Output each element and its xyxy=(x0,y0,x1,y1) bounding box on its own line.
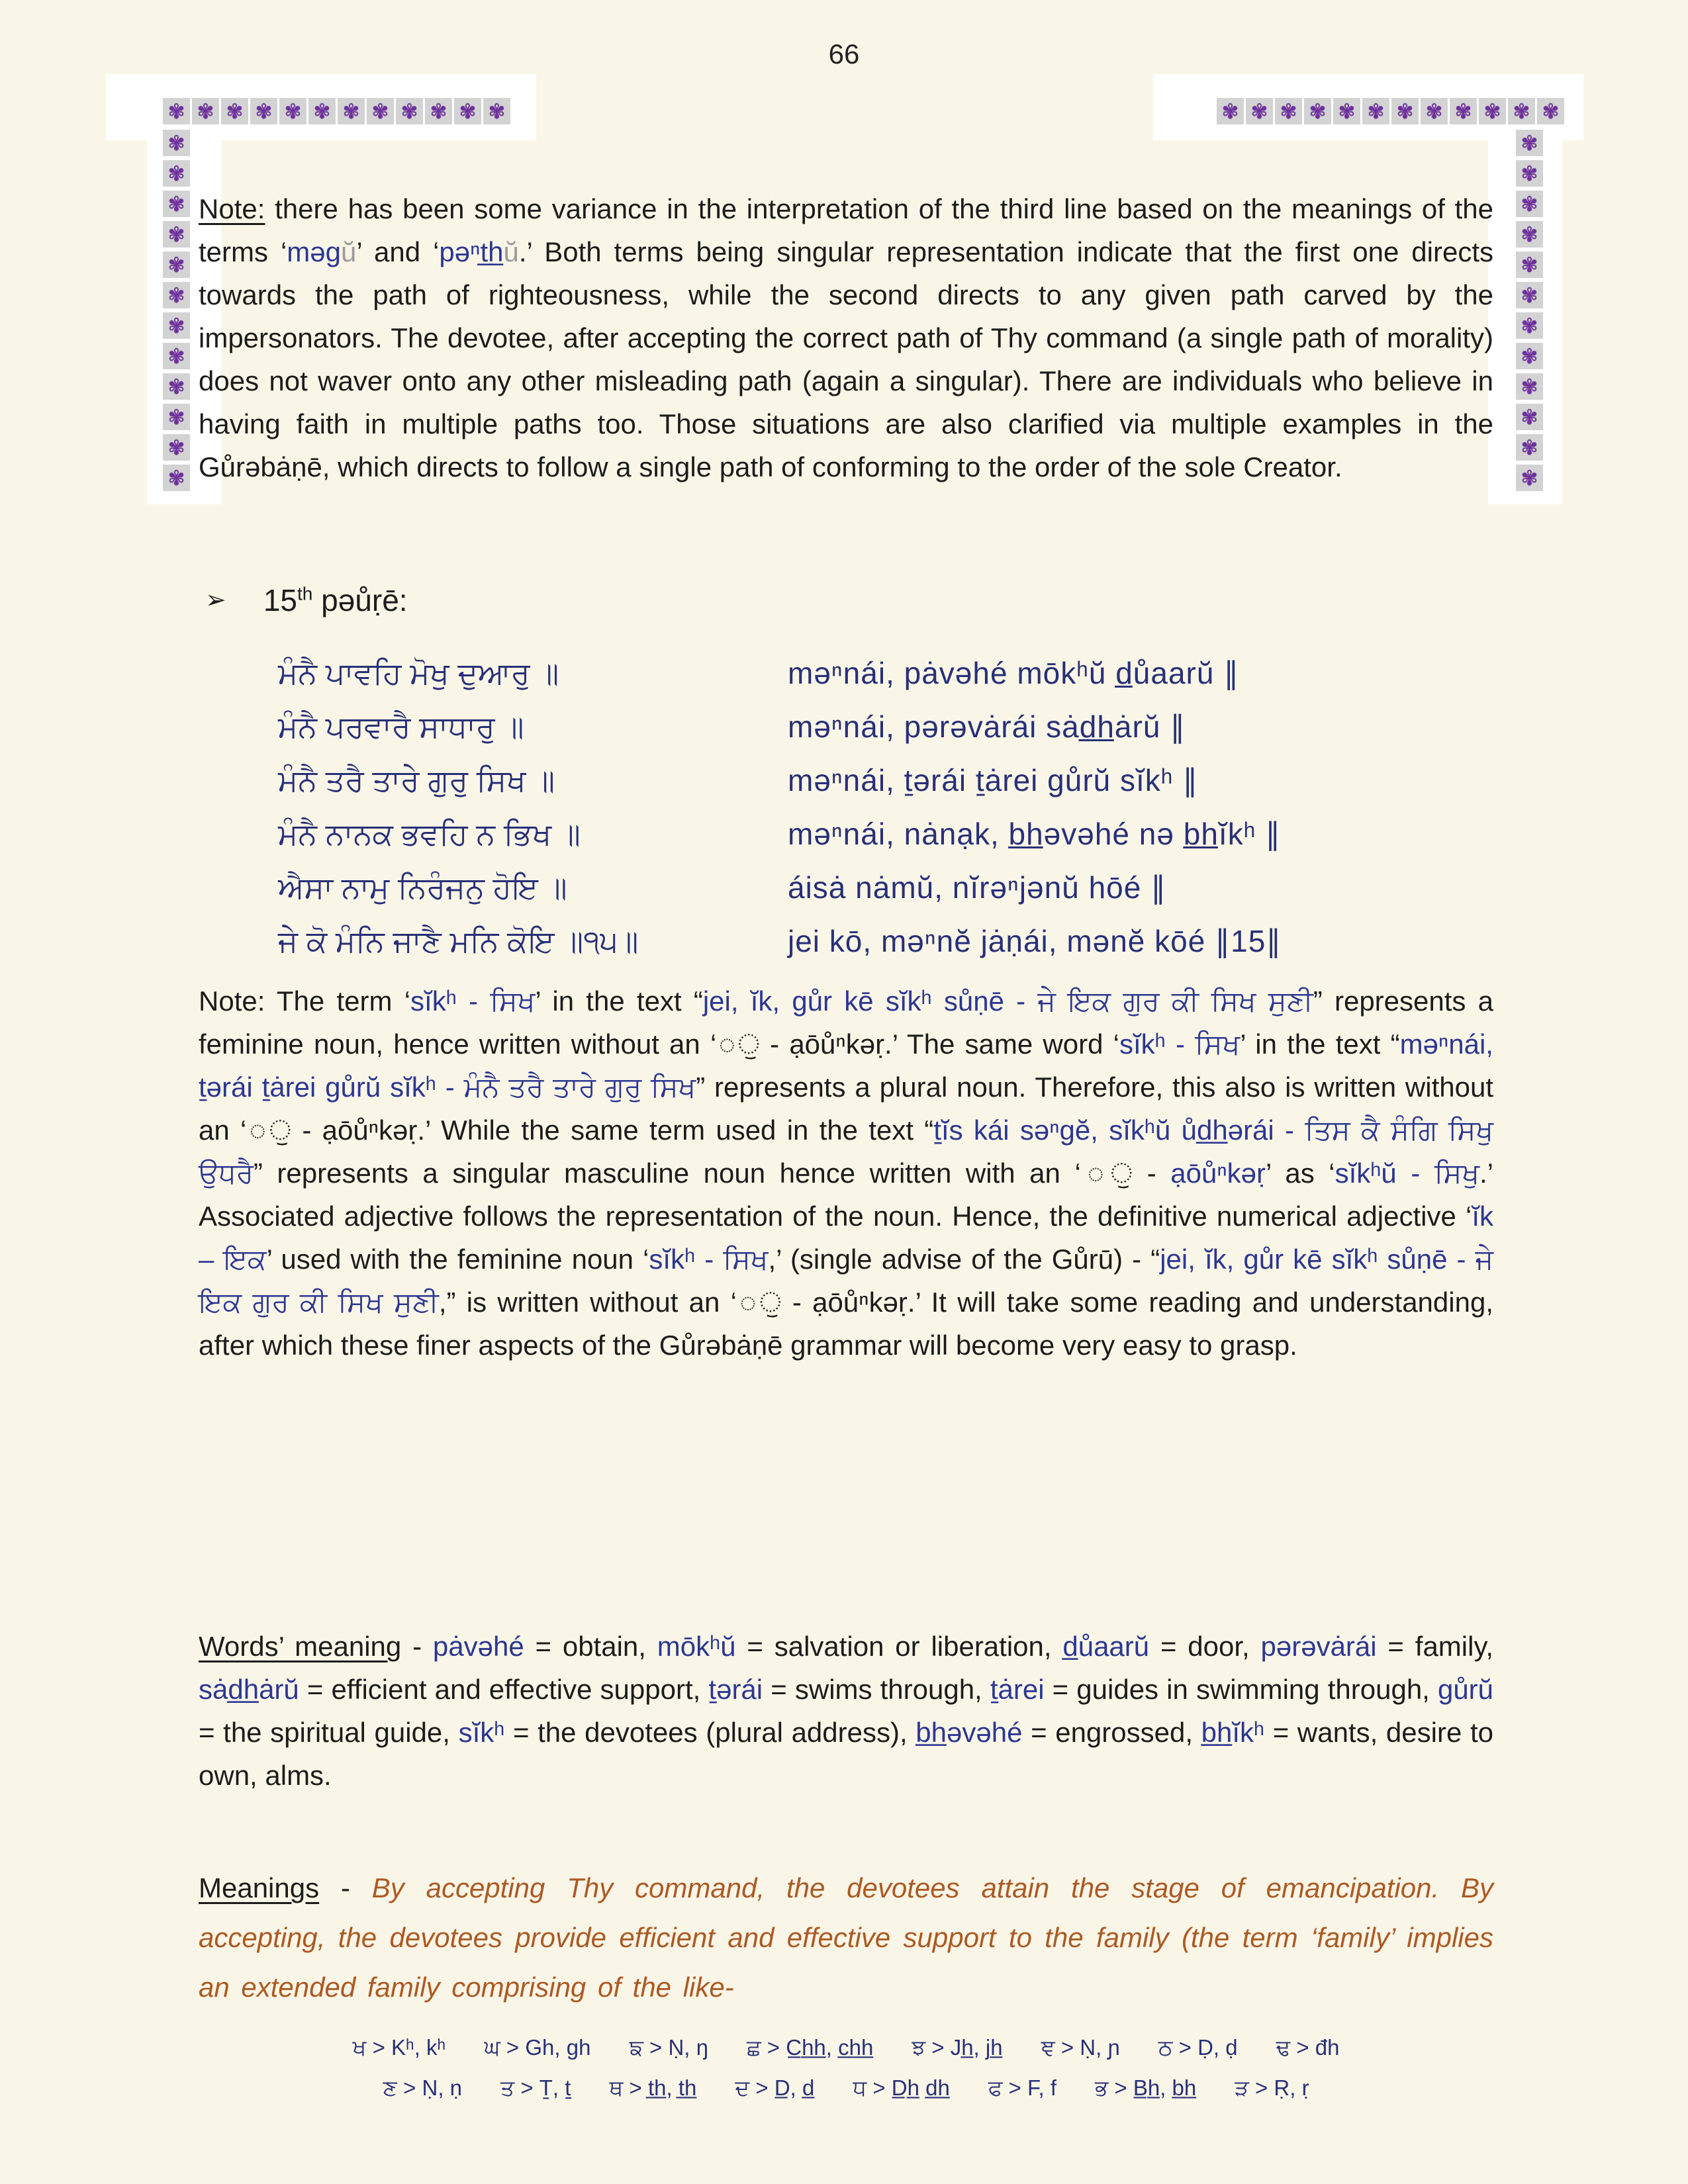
transliteration-line: məⁿnái, pȧvəhé mōkʰŭ d̲ůaarŭ ∥ xyxy=(788,656,1240,690)
flower-icon: ✾ xyxy=(1450,98,1477,124)
text-segment: sĭkʰ - ਸਿਖ xyxy=(649,1244,769,1275)
key-item: ਝ > Jh̲, jh̲ xyxy=(912,2035,1003,2060)
flower-icon: ✾ xyxy=(163,130,190,156)
text-segment: sĭkʰ - ਸਿਖ xyxy=(410,985,536,1017)
key-item: ਥ > t̲h̲, t̲h̲ xyxy=(609,2075,697,2100)
flower-icon: ✾ xyxy=(1516,465,1543,491)
text-segment: pəⁿt̲h̲ xyxy=(439,236,504,267)
flower-icon: ✾ xyxy=(454,98,481,124)
text-segment: ŭ xyxy=(340,236,357,267)
text-segment: .’ Both terms being singular representation indicate that the first one directs towards the path of righteousness, while the second directs to any given path carved by the impersonators. The devotee, after accepting the correct path of Thy command (a single path of morality) does not waver onto any other misleading path (again a singular). There are individuals who believe in having faith in multiple paths too. Those situations are also clarified via multiple examples in the Gůrəbȧṇē, which directs to follow a single path of conforming to the order of the sole Creator. xyxy=(199,236,1493,482)
text-segment: = the devotees (plural address), xyxy=(504,1717,916,1748)
gurmukhi-line: ਮੰਨੈ ਪਰਵਾਰੈ ਸਾਧਾਰੁ ॥ xyxy=(278,709,524,744)
flower-icon: ✾ xyxy=(1508,98,1535,124)
text-segment: ’ and ‘ xyxy=(356,236,440,267)
flower-icon: ✾ xyxy=(1304,98,1331,124)
flower-icon: ✾ xyxy=(1516,343,1543,369)
flower-border-top-left xyxy=(163,98,510,124)
text-segment: pərəvȧrái xyxy=(1260,1631,1377,1662)
flower-icon: ✾ xyxy=(163,160,190,187)
text-segment: ạōůⁿkəṛ xyxy=(1170,1158,1266,1189)
flower-icon: ✾ xyxy=(163,312,190,339)
flower-icon: ✾ xyxy=(1537,98,1564,124)
text-segment: = engrossed, xyxy=(1022,1717,1201,1748)
flower-icon: ✾ xyxy=(1516,373,1543,400)
flower-icon: ✾ xyxy=(367,98,394,124)
flower-icon: ✾ xyxy=(1217,98,1244,124)
text-segment: ” represents a plural noun. Therefore, this also is written without an ‘◌ੁ - ạōůⁿkəṛ.’ While the same term used in the text “ xyxy=(199,1071,1493,1146)
key-item: ਫ > F, f xyxy=(988,2075,1056,2100)
key-item: ੜ > Ṛ, ṛ xyxy=(1235,2075,1309,2100)
flower-icon: ✾ xyxy=(1516,160,1543,187)
text-segment: ” represents a feminine noun, hence written without an ‘◌ੁ - ạōůⁿkəṛ.’ The same word ‘ xyxy=(199,985,1493,1060)
text-segment: sĭkʰŭ - ਸਿਖੁ xyxy=(1335,1158,1479,1189)
text-segment: ’ in the text “ xyxy=(535,985,703,1017)
gurmukhi-line: ਜੇ ਕੋ ਮੰਨਿ ਜਾਣੈ ਮਨਿ ਕੋਇ ॥੧੫॥ xyxy=(278,924,639,958)
flower-icon: ✾ xyxy=(250,98,277,124)
flower-icon: ✾ xyxy=(1516,404,1543,430)
text-segment: Note: xyxy=(199,193,265,224)
text-segment: məⁿnái, ṯərái ṯȧrei gůrŭ sĭkʰ - ਮੰਨੈ ਤਰੈ ਤਾਰੇ ਗੁਰੁ ਸਿਖ xyxy=(199,1028,1493,1103)
note-paragraph-sikh-grammar xyxy=(199,979,1493,1367)
flower-border-right-column xyxy=(1516,130,1543,491)
flower-icon: ✾ xyxy=(279,98,306,124)
text-segment: = family, xyxy=(1376,1631,1493,1662)
flower-icon: ✾ xyxy=(163,221,190,248)
text-segment: b̲h̲əvəhé xyxy=(915,1717,1023,1748)
text-segment: = obtain, xyxy=(524,1631,657,1662)
transliteration-line: məⁿnái, pərəvȧrái sȧd̲h̲ȧrŭ ∥ xyxy=(788,709,1186,744)
text-segment: ,” is written without an ‘◌ੁ - ạōůⁿkəṛ.’ It will take some reading and understanding, after which these finer aspects of the Gůrəbȧṇē grammar will become very easy to grasp. xyxy=(199,1287,1493,1361)
flower-icon: ✾ xyxy=(163,465,190,491)
flower-border-left-column xyxy=(163,130,190,491)
flower-icon: ✾ xyxy=(163,191,190,217)
text-segment: ,’ (single advise of the Gůrū) - “ xyxy=(768,1244,1160,1275)
key-item: ਛ > C̲h̲h̲, c̲h̲h̲ xyxy=(746,2035,874,2060)
key-item: ਤ > Ṯ, ṯ xyxy=(500,2075,571,2100)
text-segment: ṯȧrei xyxy=(990,1674,1045,1705)
text-segment: .’ Associated adjective follows the representation of the noun. Hence, the definitive numerical adjective ‘ xyxy=(199,1158,1493,1232)
transliteration-line: məⁿnái, ṯərái ṯȧrei gůrŭ sĭkʰ ∥ xyxy=(788,763,1199,797)
text-segment: ” represents a singular masculine noun hence written with an ‘◌ੁ - xyxy=(253,1158,1171,1189)
flower-icon: ✾ xyxy=(1479,98,1506,124)
text-segment: Meanings xyxy=(199,1872,320,1903)
text-segment: ’ used with the feminine noun ‘ xyxy=(266,1244,649,1275)
text-segment: ĭk – ਇਕ xyxy=(199,1201,1493,1275)
transliteration-key-row-1 xyxy=(199,2035,1493,2061)
flower-icon: ✾ xyxy=(163,343,190,369)
verse-block xyxy=(199,655,1493,977)
text-segment: = swims through, xyxy=(763,1674,990,1705)
flower-icon: ✾ xyxy=(1246,98,1273,124)
text-segment: sȧd̲h̲ȧrŭ xyxy=(199,1674,299,1705)
flower-icon: ✾ xyxy=(163,282,190,308)
text-segment: ’ in the text “ xyxy=(1240,1028,1400,1060)
key-item: ਢ > đh xyxy=(1276,2035,1340,2060)
verse-row xyxy=(199,762,1493,816)
gurmukhi-line: ਮੰਨੈ ਨਾਨਕ ਭਵਹਿ ਨ ਭਿਖ ॥ xyxy=(278,817,581,851)
text-segment: b̲h̲ĭkʰ xyxy=(1201,1717,1265,1748)
words-meaning-paragraph xyxy=(199,1625,1493,1797)
text-segment: ŭ xyxy=(503,236,519,267)
flower-icon: ✾ xyxy=(1516,251,1543,278)
flower-icon: ✾ xyxy=(1516,282,1543,308)
flower-border-top-right xyxy=(1217,98,1564,124)
flower-icon: ✾ xyxy=(425,98,452,124)
flower-icon: ✾ xyxy=(1516,434,1543,461)
transliteration-line: jei kō, məⁿnĕ jȧṇái, mənĕ kōé ∥15∥ xyxy=(788,924,1282,958)
key-item: ਖ > Kʰ, kʰ xyxy=(352,2035,446,2060)
note-paragraph-interpretation xyxy=(199,187,1493,488)
flower-icon: ✾ xyxy=(1516,312,1543,339)
flower-icon: ✾ xyxy=(163,98,190,124)
arrow-bullet-icon: ➢ xyxy=(205,586,226,614)
text-segment: - xyxy=(319,1872,372,1903)
key-item: ਞ > Ṇ, ɲ xyxy=(1041,2035,1120,2060)
text-segment: ’ as ‘ xyxy=(1266,1158,1335,1189)
flower-icon: ✾ xyxy=(163,251,190,278)
verse-row xyxy=(199,870,1493,923)
flower-icon: ✾ xyxy=(1516,221,1543,248)
flower-icon: ✾ xyxy=(1516,130,1543,156)
text-segment: jei, ĭk, gůr kē sĭkʰ sůṇē - ਜੇ ਇਕ ਗੁਰ ਕੀ ਸਿਖ ਸੁਣੀ xyxy=(199,1244,1494,1318)
transliteration-key-row-2 xyxy=(199,2075,1493,2101)
flower-icon: ✾ xyxy=(1275,98,1302,124)
verse-row xyxy=(199,923,1493,977)
text-segment: - xyxy=(401,1631,433,1662)
text-segment: gůrŭ xyxy=(1437,1674,1494,1705)
text-segment: = the spiritual guide, xyxy=(199,1717,459,1748)
meanings-paragraph xyxy=(199,1863,1493,2012)
text-segment: By accepting Thy command, the devotees attain the stage of emancipation. By accepting, the devotees provide efficient and effective support to the family (the term ‘family’ implies an extended family comprising of the like- xyxy=(199,1872,1493,2003)
text-segment: ṯĭs kái səⁿgĕ, sĭkʰŭ ůd̲h̲ərái - ਤਿਸ ਕੈ ਸੰਗਿ ਸਿਖੁ ਉਧਰੈ xyxy=(199,1115,1493,1189)
text-segment: = efficient and effective support, xyxy=(299,1674,709,1705)
key-item: ਘ > Gh, gh xyxy=(484,2035,591,2060)
gurmukhi-line: ਐਸਾ ਨਾਮੁ ਨਿਰੰਜਨੁ ਹੋਇ ॥ xyxy=(278,870,567,905)
transliteration-line: məⁿnái, nȧnạk, b̲h̲əvəhé nə b̲h̲ĭkʰ ∥ xyxy=(788,817,1282,851)
text-segment: məg xyxy=(287,236,341,267)
flower-icon: ✾ xyxy=(396,98,423,124)
flower-icon: ✾ xyxy=(163,404,190,430)
key-item: ਣ > Ṇ, ṇ xyxy=(383,2075,463,2100)
flower-icon: ✾ xyxy=(1333,98,1360,124)
verse-row xyxy=(199,816,1493,870)
text-segment: jei, ĭk, gůr kē sĭkʰ sůṇē - ਜੇ ਇਕ ਗੁਰ ਕੀ ਸਿਖ ਸੁਣੀ xyxy=(702,985,1313,1017)
text-segment: = door, xyxy=(1149,1631,1261,1662)
text-segment: pȧvəhé xyxy=(432,1631,524,1662)
flower-icon: ✾ xyxy=(192,98,219,124)
flower-icon: ✾ xyxy=(338,98,365,124)
key-item: ਧ > D̲h̲ d̲h̲ xyxy=(853,2075,950,2100)
flower-icon: ✾ xyxy=(1391,98,1419,124)
verse-row xyxy=(199,655,1493,709)
text-segment: Words’ meaning xyxy=(199,1631,402,1662)
gurmukhi-line: ਮੰਨੈ ਤਰੈ ਤਾਰੇ ਗੁਰੁ ਸਿਖ ॥ xyxy=(278,763,555,797)
text-segment: there has been some variance in the interpretation of the third line based on the meanings of the terms ‘ xyxy=(199,193,1493,267)
flower-icon: ✾ xyxy=(483,98,510,124)
flower-icon: ✾ xyxy=(163,434,190,461)
flower-icon: ✾ xyxy=(1362,98,1389,124)
gurmukhi-line: ਮੰਨੈ ਪਾਵਹਿ ਮੋਖੁ ਦੁਆਰੁ ॥ xyxy=(278,656,559,690)
flower-icon: ✾ xyxy=(163,373,190,400)
text-segment: = guides in swimming through, xyxy=(1044,1674,1438,1705)
flower-icon: ✾ xyxy=(308,98,336,124)
text-segment: mōkʰŭ xyxy=(657,1631,736,1662)
page-number: 66 xyxy=(828,38,860,69)
verse-row xyxy=(199,709,1493,762)
text-segment: Note: The term ‘ xyxy=(199,985,411,1017)
text-segment: sĭkʰ - ਸਿਖ xyxy=(1119,1028,1241,1060)
key-item: ਠ > Ḍ, ḍ xyxy=(1158,2035,1238,2060)
key-item: ਭ > B̲h̲, b̲h̲ xyxy=(1095,2075,1197,2100)
transliteration-line: áisȧ nȧmŭ, nĭrəⁿjənŭ hōé ∥ xyxy=(788,870,1167,905)
text-segment: = wants, desire to own, alms. xyxy=(199,1717,1493,1791)
flower-icon: ✾ xyxy=(1421,98,1448,124)
key-item: ਦ > D̲, d̲ xyxy=(735,2075,815,2100)
section-heading-15th-paure xyxy=(205,582,408,618)
flower-icon: ✾ xyxy=(1516,191,1543,217)
key-item: ਙ > Ṇ, ŋ xyxy=(629,2035,708,2060)
text-segment: sĭkʰ xyxy=(458,1717,505,1748)
heading-text: 15th pəůṛē: xyxy=(263,583,408,617)
text-segment: ṯərái xyxy=(708,1674,763,1705)
flower-icon: ✾ xyxy=(221,98,248,124)
text-segment: d̲ůaarŭ xyxy=(1062,1631,1150,1662)
text-segment: = salvation or liberation, xyxy=(735,1631,1063,1662)
